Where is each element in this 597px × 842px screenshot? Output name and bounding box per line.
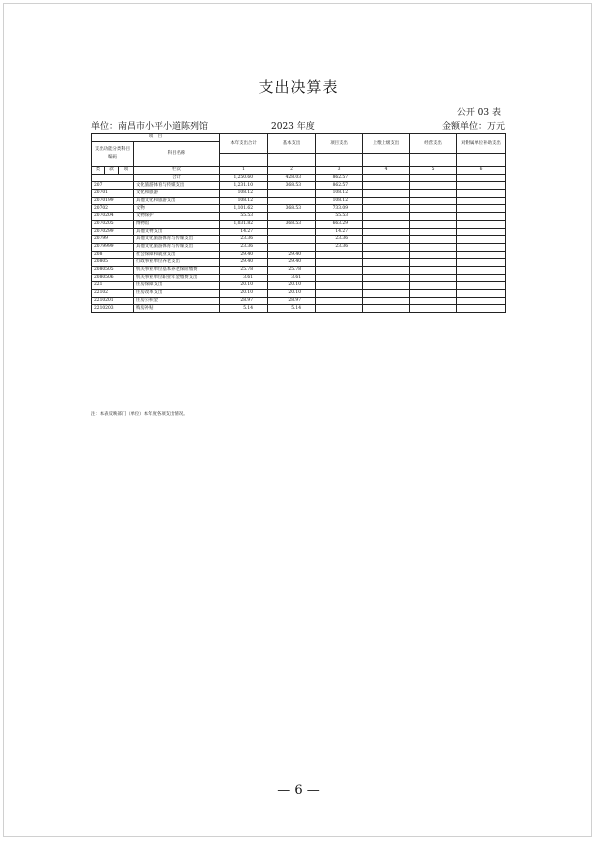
- row-value: 368.53: [268, 205, 316, 213]
- row-value: [363, 305, 410, 313]
- row-value: [410, 243, 457, 251]
- row-value: [268, 190, 316, 198]
- unit-line: [91, 119, 505, 131]
- table-row: [92, 220, 506, 228]
- row-value: [316, 274, 363, 282]
- col-header-4: 上缴上级支出: [363, 134, 410, 154]
- row-value: 20.10: [220, 290, 268, 298]
- row-value: [410, 197, 457, 205]
- amount-unit: 金额单位：万元: [441, 122, 505, 132]
- row-subject-name: 博物馆: [134, 220, 220, 228]
- row-subject-name: 购房补贴: [134, 305, 220, 313]
- row-subject-name: 文化旅游体育与传媒支出: [134, 182, 220, 190]
- row-value: 23.36: [316, 236, 363, 244]
- row-value: 5.14: [268, 305, 316, 313]
- col-header-2: 基本支出: [268, 134, 316, 154]
- row-code: 208: [92, 251, 134, 259]
- row-subject-name: 其他文化旅游体育与传媒支出: [134, 243, 220, 251]
- header-xiang: 项: [119, 167, 134, 175]
- row-value: [316, 297, 363, 305]
- row-subject-name: 其他文化和旅游支出: [134, 197, 220, 205]
- total-label: 合计: [134, 174, 220, 182]
- row-value: [457, 190, 506, 198]
- row-value: 25.78: [268, 266, 316, 274]
- row-value: [316, 290, 363, 298]
- row-value: 108.12: [316, 190, 363, 198]
- header-func-class: 支出功能分类科目编码: [92, 142, 134, 167]
- row-value: [410, 305, 457, 313]
- row-value: [268, 197, 316, 205]
- table-row: [92, 282, 506, 290]
- table-row: [92, 205, 506, 213]
- row-value: [410, 259, 457, 267]
- total-value: 862.57: [316, 174, 363, 182]
- row-value: [410, 251, 457, 259]
- row-code: 2080505: [92, 266, 134, 274]
- row-code: 20702: [92, 205, 134, 213]
- row-subject-name: 文物保护: [134, 213, 220, 221]
- row-value: [316, 251, 363, 259]
- row-value: [363, 282, 410, 290]
- table-row: [92, 197, 506, 205]
- col-num-2: 2: [268, 167, 316, 175]
- row-value: [457, 297, 506, 305]
- row-value: [410, 290, 457, 298]
- row-label: 栏次: [134, 167, 220, 175]
- row-value: [316, 259, 363, 267]
- row-code: 2070204: [92, 213, 134, 221]
- col-header-6: 对附属单位补助支出: [457, 134, 506, 154]
- row-value: [410, 182, 457, 190]
- row-subject-name: 机关事业单位职业年金缴费支出: [134, 274, 220, 282]
- row-value: 3.61: [220, 274, 268, 282]
- row-subject-name: 住房保障支出: [134, 282, 220, 290]
- table-row: [92, 259, 506, 267]
- total-value: [363, 174, 410, 182]
- table-body: [92, 134, 506, 313]
- table-row: [92, 251, 506, 259]
- row-value: [410, 266, 457, 274]
- row-value: [410, 282, 457, 290]
- row-value: 663.29: [316, 220, 363, 228]
- row-value: [410, 274, 457, 282]
- row-code: 20805: [92, 259, 134, 267]
- row-value: [457, 213, 506, 221]
- row-value: 3.61: [268, 274, 316, 282]
- row-value: 862.57: [316, 182, 363, 190]
- row-value: 55.53: [220, 213, 268, 221]
- row-value: [410, 220, 457, 228]
- row-value: 28.97: [268, 297, 316, 305]
- row-value: [363, 197, 410, 205]
- row-value: [363, 251, 410, 259]
- col-num-1: 1: [220, 167, 268, 175]
- row-value: 733.09: [316, 205, 363, 213]
- row-subject-name: 其他文物支出: [134, 228, 220, 236]
- row-value: [363, 228, 410, 236]
- row-subject-name: 住房改革支出: [134, 290, 220, 298]
- row-code: 207: [92, 182, 134, 190]
- table-row: [92, 243, 506, 251]
- row-value: 23.36: [220, 243, 268, 251]
- row-value: [268, 243, 316, 251]
- col-num-5: 5: [410, 167, 457, 175]
- row-value: [457, 266, 506, 274]
- row-value: 1,101.62: [220, 205, 268, 213]
- row-code: 221: [92, 282, 134, 290]
- row-value: [316, 282, 363, 290]
- row-code: 20701: [92, 190, 134, 198]
- row-subject-name: 文化和旅游: [134, 190, 220, 198]
- row-code: 20799: [92, 236, 134, 244]
- page-number: — 6 —: [277, 783, 320, 798]
- row-code: 2080506: [92, 274, 134, 282]
- row-value: [457, 182, 506, 190]
- row-value: [363, 290, 410, 298]
- row-value: [457, 290, 506, 298]
- total-value: [410, 174, 457, 182]
- row-value: 5.14: [220, 305, 268, 313]
- row-value: 368.53: [268, 182, 316, 190]
- row-code: 2210201: [92, 297, 134, 305]
- header-item: 项 目: [92, 134, 220, 142]
- row-value: 55.53: [316, 213, 363, 221]
- row-code: 2070299: [92, 228, 134, 236]
- row-value: 14.27: [316, 228, 363, 236]
- row-value: [316, 305, 363, 313]
- header-subject-name: 科目名称: [134, 142, 220, 167]
- row-value: [457, 305, 506, 313]
- table-row: [92, 274, 506, 282]
- header-kuan: 类: [92, 167, 105, 175]
- row-value: 14.27: [220, 228, 268, 236]
- row-subject-name: 机关事业单位基本养老保险缴费: [134, 266, 220, 274]
- col-header-1: 本年支出合计: [220, 134, 268, 154]
- row-value: 29.40: [220, 259, 268, 267]
- row-value: 108.12: [220, 197, 268, 205]
- table-row: [92, 228, 506, 236]
- header-row-1: [92, 134, 506, 142]
- row-value: [457, 205, 506, 213]
- row-value: [457, 274, 506, 282]
- table-row: [92, 305, 506, 313]
- row-value: [457, 243, 506, 251]
- header-row-4: [92, 167, 506, 175]
- row-value: 29.40: [268, 259, 316, 267]
- row-code: 2210203: [92, 305, 134, 313]
- row-value: [268, 228, 316, 236]
- row-value: 20.10: [220, 282, 268, 290]
- table-row: [92, 297, 506, 305]
- row-code: 22102: [92, 290, 134, 298]
- col-header-5: 经营支出: [410, 134, 457, 154]
- col-num-4: 4: [363, 167, 410, 175]
- total-value: 428.03: [268, 174, 316, 182]
- row-code: 2070205: [92, 220, 134, 228]
- row-value: [268, 236, 316, 244]
- total-value: 1,250.60: [220, 174, 268, 182]
- row-value: [363, 274, 410, 282]
- row-value: [410, 190, 457, 198]
- row-value: [457, 236, 506, 244]
- row-value: 108.12: [220, 190, 268, 198]
- row-value: [363, 236, 410, 244]
- row-value: [363, 190, 410, 198]
- table-row: [92, 213, 506, 221]
- row-value: 368.53: [268, 220, 316, 228]
- row-value: [410, 205, 457, 213]
- row-value: [363, 297, 410, 305]
- row-value: [457, 220, 506, 228]
- row-subject-name: 文物: [134, 205, 220, 213]
- row-subject-name: 社会保障和就业支出: [134, 251, 220, 259]
- row-value: [363, 182, 410, 190]
- row-value: [457, 251, 506, 259]
- row-value: [410, 297, 457, 305]
- row-value: [410, 213, 457, 221]
- row-code: 2079999: [92, 243, 134, 251]
- table-note: 注：本表反映部门（单位）本年度各项支出情况。: [91, 412, 188, 417]
- expenditure-table: [91, 133, 506, 313]
- row-value: 1,031.82: [220, 220, 268, 228]
- row-value: [457, 259, 506, 267]
- header-lei: 款: [105, 167, 119, 175]
- row-subject-name: 行政事业单位养老支出: [134, 259, 220, 267]
- col-num-6: 6: [457, 167, 506, 175]
- row-value: 29.40: [220, 251, 268, 259]
- row-code: 2070199: [92, 197, 134, 205]
- row-value: [268, 213, 316, 221]
- row-value: 108.12: [316, 197, 363, 205]
- row-value: 1,231.10: [220, 182, 268, 190]
- table-row: [92, 290, 506, 298]
- col-num-3: 3: [316, 167, 363, 175]
- table-row: [92, 182, 506, 190]
- fiscal-year: 2023 年度: [271, 122, 315, 132]
- row-value: [363, 205, 410, 213]
- table-row: [92, 236, 506, 244]
- page-title: 支出决算表: [258, 78, 339, 96]
- row-value: 25.78: [220, 266, 268, 274]
- row-value: [363, 259, 410, 267]
- row-value: [363, 266, 410, 274]
- row-value: 23.36: [316, 243, 363, 251]
- total-row: [92, 174, 506, 182]
- row-value: [410, 236, 457, 244]
- row-subject-name: 住房公积金: [134, 297, 220, 305]
- row-value: 28.97: [220, 297, 268, 305]
- row-value: [316, 266, 363, 274]
- total-value: [457, 174, 506, 182]
- row-value: [457, 197, 506, 205]
- table-row: [92, 190, 506, 198]
- organization-label: 单位：南昌市小平小道陈列馆: [91, 122, 209, 132]
- row-value: 20.10: [268, 282, 316, 290]
- row-value: [457, 282, 506, 290]
- row-value: 23.36: [220, 236, 268, 244]
- row-subject-name: 其他文化旅游体育与传媒支出: [134, 236, 220, 244]
- col-header-3: 项目支出: [316, 134, 363, 154]
- row-value: 20.10: [268, 290, 316, 298]
- row-value: [410, 228, 457, 236]
- table-row: [92, 266, 506, 274]
- form-number: 公开 03 表: [456, 108, 501, 118]
- row-value: 29.40: [268, 251, 316, 259]
- row-value: [363, 213, 410, 221]
- row-value: [363, 243, 410, 251]
- row-value: [457, 228, 506, 236]
- row-value: [363, 220, 410, 228]
